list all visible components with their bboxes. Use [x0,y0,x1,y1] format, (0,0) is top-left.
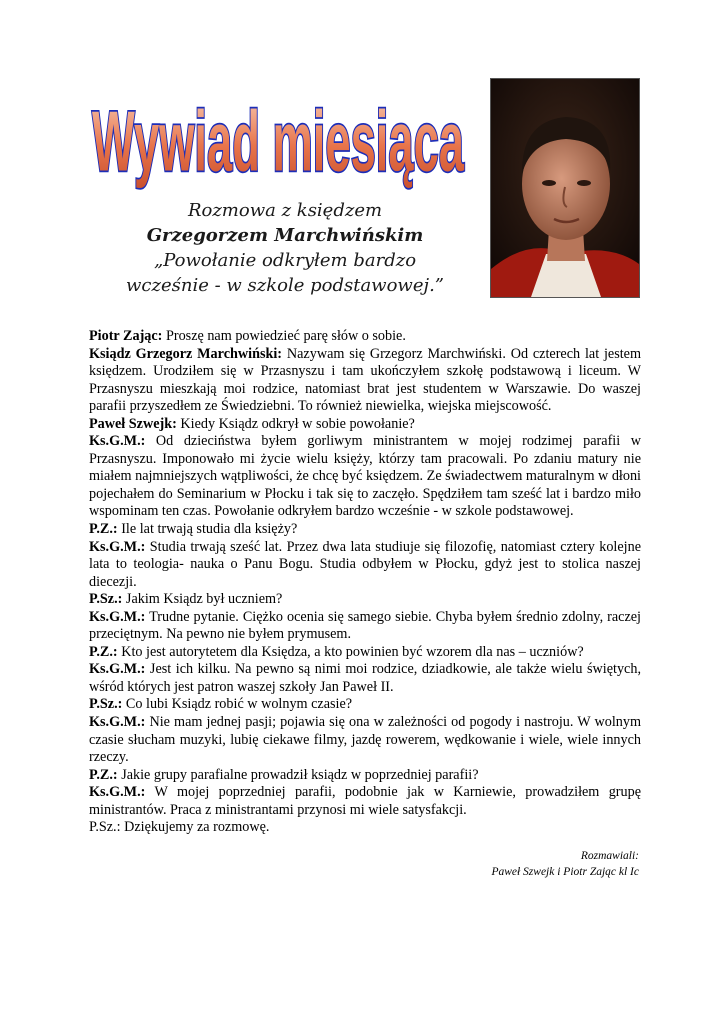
speaker-label: P.Z.: [89,521,118,538]
speaker-label: Ks.G.M.: [89,661,146,678]
interview-entry [89,644,641,662]
speaker-label: P.Sz.: [89,819,121,836]
interview-entry [89,346,641,416]
interview-subtitle [100,198,470,298]
subtitle-quote-line-2: wcześnie - w szkole podstawowej.” [125,275,444,296]
subtitle-line-1: Rozmowa z księdzem [187,200,383,221]
speaker-label: Ks.G.M.: [89,608,146,625]
credits-names: Paweł Szwejk i Piotr Zając kl Ic [491,866,639,878]
interview-entry [89,416,641,434]
entry-text: Jest ich kilku. Na pewno są nimi moi rodzice, dziadkowie, ale także wielu świętych, wśród których jest patron waszej szkoły Jan Paweł II. [89,661,641,695]
interview-entry [89,696,641,714]
interview-entry [89,433,641,521]
priest-photo [490,78,640,298]
wordart-title [88,80,468,190]
wordart-text: Wywiad miesiąca [92,93,465,189]
interview-entry [89,819,641,837]
entry-text: Co lubi Ksiądz robić w wolnym czasie? [125,696,353,713]
speaker-label: P.Z.: [89,766,118,783]
speaker-label: Ks.G.M.: [89,714,146,731]
speaker-label: Paweł Szwejk: [89,415,177,432]
entry-text: Kiedy Ksiądz odkrył w sobie powołanie? [180,415,415,432]
speaker-label: Ks.G.M.: [89,433,146,450]
interview-entry [89,661,641,696]
entry-text: W mojej poprzedniej parafii, podobnie jak w Karniewie, prowadziłem grupę ministrantów. Praca z ministrantami przynosi mi wiele satysfakcji. [89,784,642,818]
interview-entry [89,328,641,346]
interview-credits [491,848,639,880]
entry-text: Kto jest autorytetem dla Księdza, a kto powinien być wzorem dla nas – uczniów? [121,643,584,660]
entry-text: Studia trwają sześć lat. Przez dwa lata studiuje się filozofię, natomiast cztery kolejne lata to teologia- nauka o Panu Bogu. Studia odbyłem w Płocku, gdyż jest to stolica naszej diecezji. [89,538,641,590]
interview-entry [89,784,641,819]
entry-text: Nie mam jednej pasji; pojawia się ona w zależności od pogody i nastroju. W wolnym czasie słucham muzyki, lubię ciekawe filmy, jazdę rowerem, wędkowanie i wiele, wiele innych rzeczy. [89,714,642,766]
speaker-label: Ksiądz Grzegorz Marchwiński: [89,345,283,362]
credits-label: Rozmawiali: [580,850,639,862]
entry-text: Od dzieciństwa byłem gorliwym ministrantem w mojej rodzimej parafii w Przasnyszu. Imponowało mi życie wielu księży, którzy tam pracowali. Po zdaniu matury nie miałem najmniejszych wątpliwości, że chcę być księdzem. Ze świadectwem maturalnym w dłoni pojechałem do Seminarium w Płocku i tak się to zaczęło. Spędziłem tam sześć lat i bardzo miło wspominam ten czas. Powołanie odkryłem bardzo wcześnie - w szkole podstawowej. [89,433,641,520]
priest-portrait-image [491,79,639,297]
entry-text: Jakie grupy parafialne prowadził ksiądz w poprzedniej parafii? [121,766,479,783]
subtitle-quote-line-1: „Powołanie odkryłem bardzo [153,250,417,271]
interview-entry [89,767,641,785]
entry-text: Ile lat trwają studia dla księży? [121,521,298,538]
interview-entry [89,609,641,644]
interview-entry [89,539,641,592]
entry-text: Trudne pytanie. Ciężko ocenia się samego siebie. Chyba byłem średnio zdolny, raczej przeciętnym. Na pewno nie byłem prymusem. [89,608,641,643]
entry-text: Dziękujemy za rozmowę. [124,819,270,836]
speaker-label: Piotr Zając: [89,328,163,344]
speaker-label: P.Sz.: [89,591,123,608]
subtitle-priest-name: Grzegorzem Marchwińskim [146,225,424,246]
interview-entry [89,521,641,539]
entry-text: Nazywam się Grzegorz Marchwiński. Od czterech lat jestem księdzem. Urodziłem się w Przasnyszu i tam ukończyłem szkołę podstawową i liceum. W Przasnyszu mieszkają moi rodzice, natomiast brat jest studentem w Warszawie. Do waszej parafii przyszedłem ze Świedziebni. To również niewielka, wiejska miejscowość. [89,345,642,415]
speaker-label: P.Sz.: [89,696,123,713]
interview-entry [89,591,641,609]
interview-entry [89,714,641,767]
entry-text: Proszę nam powiedzieć parę słów o sobie. [165,328,406,344]
interview-body [89,328,641,837]
speaker-label: P.Z.: [89,643,118,660]
speaker-label: Ks.G.M.: [89,784,146,801]
speaker-label: Ks.G.M.: [89,538,146,555]
entry-text: Jakim Ksiądz był uczniem? [125,591,283,608]
